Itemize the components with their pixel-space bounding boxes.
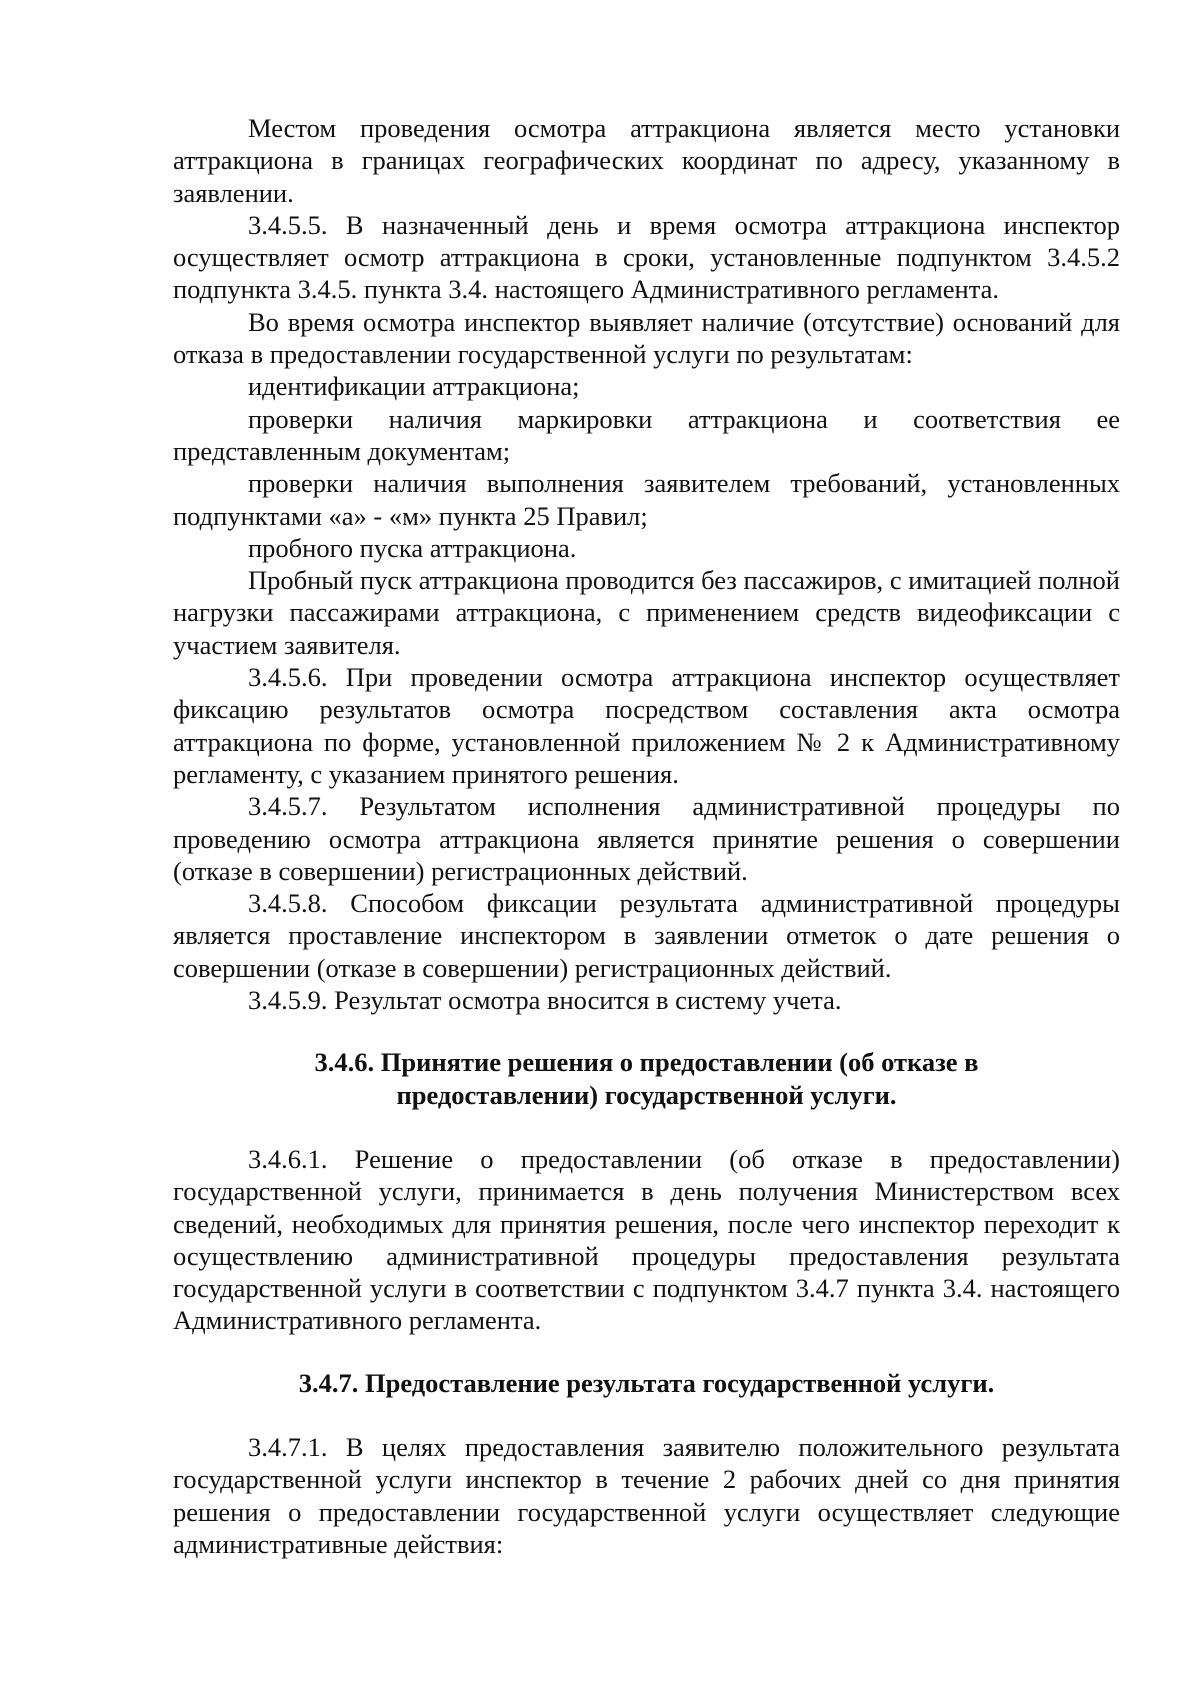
paragraph-3-4-6-1: 3.4.6.1. Решение о предоставлении (об отказе в предоставлении) государственной услуги, принимается в день получения Министерством всех сведений, необходимых для принятия решения, после чего инспектор переходит к осуществлению административной процедуры предоставления результата государственной услуги в соответствии с подпунктом 3.4.7 пункта 3.4. настоящего Административного регламента. <box>173 1143 1120 1336</box>
paragraph-3-4-5-9: 3.4.5.9. Результат осмотра вносится в систему учета. <box>248 985 842 1016</box>
list-item-identification: идентификации аттракциона; <box>248 371 580 402</box>
paragraph-3-4-7-1: 3.4.7.1. В целях предоставления заявителю положительного результата государственной услуги инспектор в течение 2 рабочих дней со дня принятия решения о предоставлении государственной услуги осуществляет следующие административные действия: <box>173 1431 1120 1559</box>
spacer <box>173 1399 1120 1431</box>
paragraph-inspection-grounds: Во время осмотра инспектор выявляет наличие (отсутствие) оснований для отказа в предоставлении государственной услуги по результатам: <box>173 306 1120 370</box>
section-heading-3-4-6-line2: предоставлении) государственной услуги. <box>396 1079 897 1110</box>
document-body <box>173 112 1120 1560</box>
paragraph-inspection-place: Местом проведения осмотра аттракциона является место установки аттракциона в границах географических координат по адресу, указанному в заявлении. <box>173 113 1120 208</box>
list-item-trial-run: пробного пуска аттракциона. <box>248 532 577 563</box>
spacer <box>173 1111 1120 1143</box>
paragraph-3-4-5-6: 3.4.5.6. При проведении осмотра аттракциона инспектор осуществляет фиксацию результатов осмотра посредством составления акта осмотра аттракциона по форме, установленной приложением № 2 к Административному регламенту, с указанием принятого решения. <box>173 662 1120 789</box>
paragraph-3-4-5-7: 3.4.5.7. Результатом исполнения административной процедуры по проведению осмотра аттракциона является принятие решения о совершении (отказе в совершении) регистрационных действий. <box>173 791 1120 886</box>
spacer <box>173 1337 1120 1367</box>
section-heading-3-4-6 <box>173 1046 1120 1111</box>
list-item-marking-check: проверки наличия маркировки аттракциона и соответствия ее представленным документам; <box>173 403 1120 466</box>
paragraph-3-4-5-8: 3.4.5.8. Способом фиксации результата административной процедуры является проставление инспектором в заявлении отметок о дате решения о совершении (отказе в совершении) регистрационных действий. <box>173 888 1120 983</box>
section-heading-3-4-7: 3.4.7. Предоставление результата государственной услуги. <box>298 1367 995 1398</box>
spacer <box>173 1016 1120 1046</box>
list-item-requirements-check: проверки наличия выполнения заявителем требований, установленных подпунктами «а» - «м» пункта 25 Правил; <box>173 468 1120 531</box>
section-heading-3-4-6-line1: 3.4.6. Принятие решения о предоставлении (об отказе в <box>314 1047 979 1078</box>
paragraph-trial-run: Пробный пуск аттракциона проводится без пассажиров, с имитацией полной нагрузки пассажирами аттракциона, с применением средств видеофиксации с участием заявителя. <box>173 565 1120 660</box>
paragraph-3-4-5-5: 3.4.5.5. В назначенный день и время осмотра аттракциона инспектор осуществляет осмотр аттракциона в сроки, установленные подпунктом 3.4.5.2 подпункта 3.4.5. пункта 3.4. настоящего Административного регламента. <box>173 209 1120 305</box>
